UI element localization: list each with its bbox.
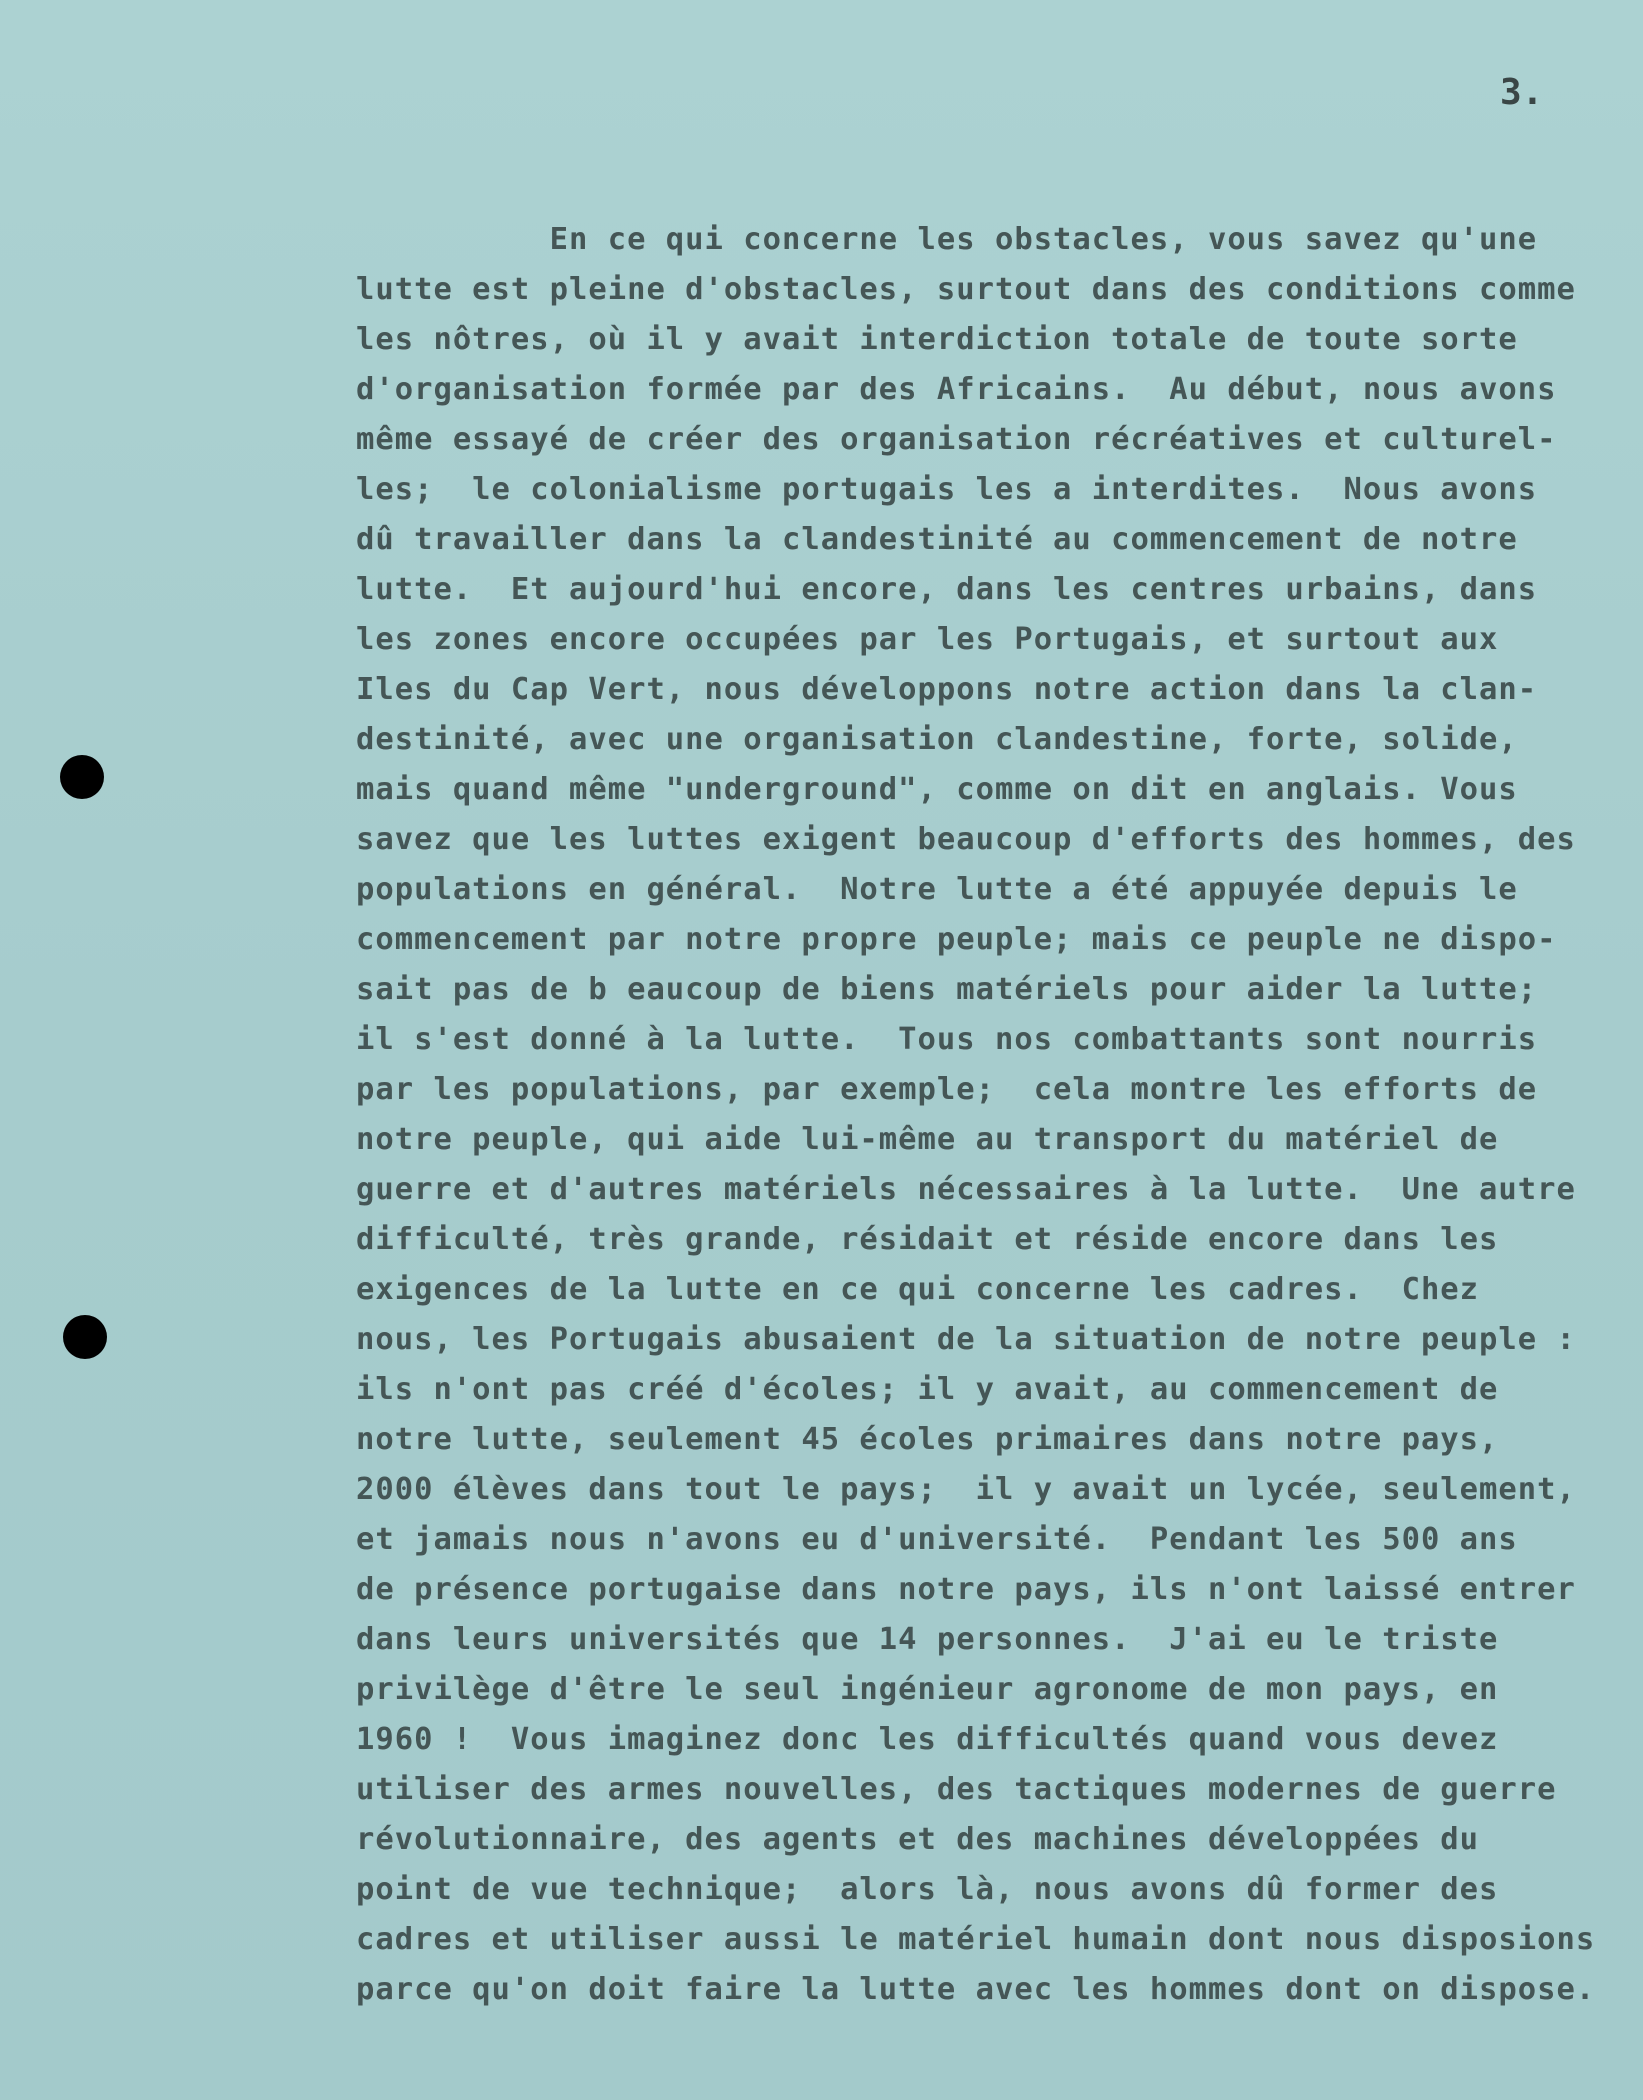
text-line: les zones encore occupées par les Portugais, et surtout aux: [356, 622, 1499, 657]
text-line: dû travailler dans la clandestinité au commencement de notre: [356, 522, 1518, 557]
text-line: nous, les Portugais abusaient de la situation de notre peuple :: [356, 1322, 1576, 1357]
text-line: exigences de la lutte en ce qui concerne les cadres. Chez: [356, 1272, 1480, 1307]
text-line: de présence portugaise dans notre pays, ils n'ont laissé entrer: [356, 1572, 1576, 1607]
text-line: savez que les luttes exigent beaucoup d'efforts des hommes, des: [356, 822, 1576, 857]
text-line: Iles du Cap Vert, nous développons notre action dans la clan-: [356, 672, 1538, 707]
text-line: privilège d'être le seul ingénieur agronome de mon pays, en: [356, 1672, 1499, 1707]
text-line: lutte est pleine d'obstacles, surtout dans des conditions comme: [356, 272, 1576, 307]
text-line: 1960 ! Vous imaginez donc les difficultés quand vous devez: [356, 1722, 1499, 1757]
text-line: utiliser des armes nouvelles, des tactiques modernes de guerre: [356, 1772, 1557, 1807]
punch-hole-top: [60, 755, 104, 799]
text-line: lutte. Et aujourd'hui encore, dans les centres urbains, dans: [356, 572, 1538, 607]
text-line: cadres et utiliser aussi le matériel humain dont nous disposions: [356, 1922, 1596, 1957]
text-line: par les populations, par exemple; cela montre les efforts de: [356, 1072, 1538, 1107]
page-number: 3.: [1500, 72, 1544, 113]
text-line: point de vue technique; alors là, nous avons dû former des: [356, 1872, 1499, 1907]
text-line: notre peuple, qui aide lui-même au transport du matériel de: [356, 1122, 1499, 1157]
text-line: En ce qui concerne les obstacles, vous savez qu'une: [356, 222, 1538, 257]
text-line: commencement par notre propre peuple; mais ce peuple ne dispo-: [356, 922, 1557, 957]
text-line: notre lutte, seulement 45 écoles primaires dans notre pays,: [356, 1422, 1499, 1457]
text-line: même essayé de créer des organisation récréatives et culturel-: [356, 422, 1557, 457]
text-line: parce qu'on doit faire la lutte avec les hommes dont on dispose.: [356, 1972, 1596, 2007]
text-line: 2000 élèves dans tout le pays; il y avait un lycée, seulement,: [356, 1472, 1576, 1507]
text-line: sait pas de b eaucoup de biens matériels pour aider la lutte;: [356, 972, 1538, 1007]
text-line: il s'est donné à la lutte. Tous nos combattants sont nourris: [356, 1022, 1538, 1057]
text-line: guerre et d'autres matériels nécessaires à la lutte. Une autre: [356, 1172, 1576, 1207]
punch-hole-bottom: [63, 1315, 107, 1359]
text-line: révolutionnaire, des agents et des machines développées du: [356, 1822, 1480, 1857]
text-line: d'organisation formée par des Africains. Au début, nous avons: [356, 372, 1557, 407]
text-line: difficulté, très grande, résidait et réside encore dans les: [356, 1222, 1499, 1257]
text-line: mais quand même "underground", comme on dit en anglais. Vous: [356, 772, 1518, 807]
text-line: ils n'ont pas créé d'écoles; il y avait, au commencement de: [356, 1372, 1499, 1407]
text-line: et jamais nous n'avons eu d'université. Pendant les 500 ans: [356, 1522, 1518, 1557]
typed-text-body: [356, 215, 1626, 2015]
text-line: les; le colonialisme portugais les a interdites. Nous avons: [356, 472, 1538, 507]
text-line: dans leurs universités que 14 personnes. J'ai eu le triste: [356, 1622, 1499, 1657]
text-line: destinité, avec une organisation clandestine, forte, solide,: [356, 722, 1518, 757]
text-line: populations en général. Notre lutte a été appuyée depuis le: [356, 872, 1518, 907]
text-line: les nôtres, où il y avait interdiction totale de toute sorte: [356, 322, 1518, 357]
